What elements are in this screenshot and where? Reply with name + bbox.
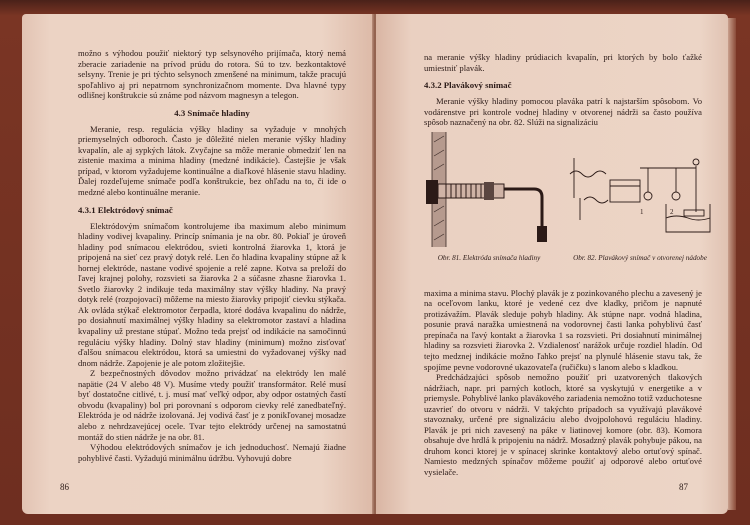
section-4-3-2-heading: 4.3.2 Plavákový snímač (424, 80, 512, 91)
lamp-1-label: 1 (640, 207, 644, 216)
section-4-3-1-paragraph-1: Elektródovým snímačom kontrolujeme iba maximum alebo minimum hladiny vodivej kvapaliny. Princíp snímania je na obr. 80. Pokiaľ je úroveň hladiny pod snímacou elektródou, svieti kontrolná žiarovka 1, ktorá je pripojená na sieť cez pravý dotyk relé. Len čo hladina kvapaliny stúpne až k hornej elektróde, nastane vodivé spojenie a relé zapne. Kotva sa preloží do ľavej krajnej polohy, rozsvieti sa žiarovka 2 a súčasne zhasne žiarovka 1. Svetlo žiarovky 2 indikuje teda maximálny stav výšky hladiny. Na pravý dotyk relé (rozpojovací) môžeme na miesto žiarovky pripojiť cievku stýkača. Ak ovláda stýkač elektromotor čerpadla, ktoré dodáva kvapalinu do nádrže, po dosiahnutí maximálnej výšky hladiny sa elektromotor zastaví a hladina kvapaliny už prestane stúpať. Možno teda prejsť od indikácie na samočinnú reguláciu výšky hladiny. Dolný stav hladiny (minimum) možno zisťovať ďalšou snímacou elektródou, ktorá sa umiestni do vyžadovanej výšky nad dnom nádrže. Zapojenie je ale potom zložitejšie. (78, 220, 346, 368)
right-page (376, 14, 728, 514)
figures-row (424, 132, 707, 282)
book-right-edge (728, 18, 736, 510)
left-top-paragraph: možno s výhodou použiť niektorý typ selsynového prijímača, ktorý nemá zberacie zariadenie na prívod prúdu do rotora. Sú to tzv. bezkontaktové selsyny. Trenie je pri týchto selsynoch zmenšené na minimum, takže pracujú spoľahlivo aj pri nepatrnom synchronizačnom momente. Dva hlavné typy odlišnej konštrukcie sú známe pod názvom magnesyn a telegon. (78, 48, 346, 101)
lamp-2-label: 2 (670, 207, 674, 216)
section-4-3-heading: 4.3 Snímače hladiny (174, 107, 250, 118)
right-page-number: 87 (679, 482, 688, 492)
right-top-paragraph: na meranie výšky hladiny prúdiacich kvapalín, pri ktorých by bolo ťažké umiestniť plavák. (424, 52, 702, 73)
float-sensor-figure-82 (564, 138, 712, 248)
figure-82-caption: Obr. 82. Plavákový snímač v otvorenej nádobe (573, 253, 707, 262)
section-4-3-text: Meranie, resp. regulácia výšky hladiny sa vyžaduje v mnohých priemyselných odboroch. Často je dôležité nielen meranie výšky hladiny kvapalín, ale aj sypkých látok. Zvyčajne sa môže meranie obmedziť len na zistenie maxima a minima hladiny (medzné indikácie). Častejšie je však prípad, v ktorom vyžadujeme kontinuálne a diaľkové hlásenie stavu hladiny. Ďalej rozdeľujeme snímače podľa konštrukcie, bez ohľadu na to, či ide o medzné alebo kontinuálne meranie. (78, 123, 346, 198)
electrode-figure-81 (424, 132, 554, 252)
right-paragraph-2: Predchádzajúci spôsob nemožno použiť pri uzatvorených tlakových nádržiach, napr. pri parných kotloch, ktoré sa vyskytujú v energetike a v priemysle. Pohyblivé lanko plavákového zariadenia nemožno totiž vzduchotesne uzavrieť do otvoru v nádrži. V takýchto prípadoch sa využívajú plavákové stavoznaky, určené pre signalizáciu alebo dvojpolohovú reguláciu hladiny. Plavák je pri nich zavesený na páke v liatinovej komore (obr. 83). Komora obsahuje dve hrdlá k pripojeniu na nádrž. Mosadzný plavák pohybuje pákou, na druhom konci ktorej je v spínacej skrinke kontaktový alebo ortuťový spínač. Namiesto medzných spínačov môžeme použiť aj odporové alebo ortuťové vysielače. (424, 372, 702, 478)
left-page-number: 86 (60, 482, 69, 492)
figure-81-caption: Obr. 81. Elektróda snímača hladiny (437, 253, 541, 262)
section-4-3-1-heading: 4.3.1 Elektródový snímač (78, 204, 173, 215)
section-4-3-1-paragraph-2: Z bezpečnostných dôvodov možno privádzať na elektródy len malé napätie (24 V alebo 48 V). Musíme vtedy použiť transformátor. Relé musí byť dostatočne citlivé, t. j. musí mať veľký odpor, aby odpor ostatných častí obvodu (kvapaliny) bol pri porovnaní s odporom cievky relé zanedbateľný. Elektróda je od nádrže izolovaná. Jej vodivá časť je z ponikľovanej mosadze alebo z nehrdzavejúcej ocele. Tvar tejto elektródy určenej na samostatnú montáž do stien nádrže je na obr. 81. (78, 368, 346, 442)
left-page (22, 14, 374, 514)
section-4-3-1-paragraph-3: Výhodou elektródových snímačov je ich jednoduchosť. Nemajú žiadne pohyblivé časti. Vyžadujú minimálnu údržbu. Vyhovujú dobre (78, 442, 346, 463)
section-4-3-2-intro: Meranie výšky hladiny pomocou plaváka patrí k najstarším spôsobom. Vo vodárenstve pri kontrole vodnej hladiny v otvorenej nádrži sa často používa spôsob naznačený na obr. 82. Slúži na signalizáciu (424, 96, 702, 128)
right-paragraph-1: maxima a minima stavu. Plochý plavák je z pozinkovaného plechu a zavesený je na oceľovom lanku, ktoré je vedené cez dve kladky, pričom je napnuté protizávažím. Plavák sleduje pohyb hladiny. Ak stúpne napr. vodná hladina, posunie pravá naražka umiestnená na vodorovnej časti lanka pohyblivú časť prepínača na ľavý kontakt a žiarovka 1 sa rozsvieti. Pri dosiahnutí minimálnej hladiny sa rozsvieti žiarovka 2. Vzdialenosť narážok určuje rozdiel hladín. Od tejto medznej indikácie možno ľahko prejsť na plynulé hlásenie stavu tak, že spojíme pevne vodorovné ukazovateľa (ručičku) s lanom alebo s kladkou. (424, 287, 702, 372)
